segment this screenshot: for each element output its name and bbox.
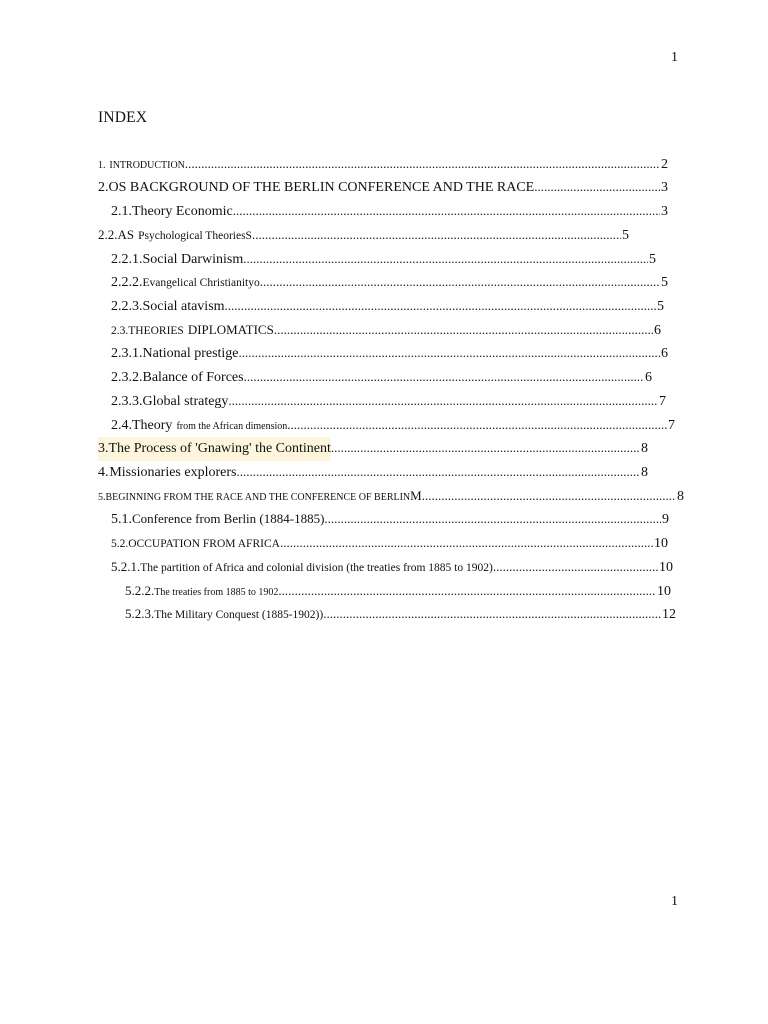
toc-page: 7 xyxy=(668,418,675,433)
toc-number: 5.2.2. xyxy=(125,583,155,598)
toc-leader xyxy=(260,270,660,294)
toc-text: The treaties from 1885 to 1902 xyxy=(154,587,279,598)
toc-page: 5 xyxy=(661,275,668,290)
toc-page: 5 xyxy=(649,252,656,267)
toc-page: 10 xyxy=(654,536,668,551)
toc-entry-5-2-2 xyxy=(125,579,671,603)
toc-number: 2.4. xyxy=(111,418,132,433)
toc-leader xyxy=(280,531,653,555)
toc-page: 2 xyxy=(661,157,668,172)
toc-number: 5.2. xyxy=(111,538,129,550)
toc-entry-2-3-2 xyxy=(111,365,652,389)
toc-page: 3 xyxy=(661,204,668,219)
toc-number: 5.1. xyxy=(111,512,132,527)
toc-entry-3 xyxy=(98,436,648,460)
toc-leader xyxy=(323,602,661,626)
toc-page: 8 xyxy=(677,489,684,504)
toc-text-small: THEORIES xyxy=(128,325,184,337)
toc-page: 8 xyxy=(641,465,648,480)
toc-number: 2.1. xyxy=(111,204,132,219)
toc-page: 8 xyxy=(641,441,648,456)
toc-text-small: Psychological TheoriesS xyxy=(138,230,252,242)
toc-page: 9 xyxy=(662,512,669,527)
toc-page: 6 xyxy=(645,370,652,385)
toc-leader xyxy=(331,436,640,460)
toc-number: 2.3.1. xyxy=(111,346,143,361)
toc-number: 2. xyxy=(98,180,109,195)
page-number-top: 1 xyxy=(671,50,678,65)
toc-leader xyxy=(278,579,656,603)
page-number-bottom: 1 xyxy=(671,894,678,909)
toc-text: Balance of Forces xyxy=(142,370,244,385)
toc-entry-2-3-3 xyxy=(111,389,666,413)
toc-entry-5-2-1 xyxy=(111,555,673,579)
toc-entry-5-2-3 xyxy=(125,602,676,626)
toc-leader xyxy=(243,247,648,271)
toc-text-main: DIPLOMATICS xyxy=(187,322,274,337)
toc-text: National prestige xyxy=(142,346,239,361)
toc-text: Theory Economic xyxy=(132,204,233,219)
toc-text: OCCUPATION FROM AFRICA xyxy=(128,538,280,550)
toc-number: 2.2. xyxy=(98,227,118,242)
toc-entry-1 xyxy=(98,152,668,176)
toc-entry-2-2-3 xyxy=(111,294,664,318)
toc-entry-2-4 xyxy=(111,413,675,437)
toc-leader xyxy=(228,389,658,413)
toc-text: Social atavism xyxy=(142,299,225,314)
toc-entry-2-3-1 xyxy=(111,341,668,365)
toc-leader xyxy=(244,365,644,389)
toc-text: The Military Conquest (1885-1902)) xyxy=(154,609,324,621)
toc-leader xyxy=(324,507,661,531)
index-title: INDEX xyxy=(98,109,148,126)
toc-page: 5 xyxy=(657,299,664,314)
toc-entry-5-1 xyxy=(111,507,669,531)
toc-text-main: Theory xyxy=(132,418,173,433)
toc-entry-4 xyxy=(98,460,648,484)
toc-number: 3. xyxy=(98,437,109,461)
toc-text: INTRODUCTION xyxy=(109,160,185,171)
toc-number: 1. xyxy=(98,160,106,171)
toc-entry-2 xyxy=(98,175,668,199)
toc-text: Missionaries explorers xyxy=(109,465,237,480)
toc-page: 5 xyxy=(622,228,629,243)
toc-text: The partition of Africa and colonial division (the treaties from 1885 to 1902) xyxy=(140,562,493,574)
toc-entry-2-2-2 xyxy=(111,270,668,294)
toc-number: 2.3.3. xyxy=(111,394,143,409)
toc-entry-2-2 xyxy=(98,223,629,247)
toc-leader xyxy=(274,318,653,342)
toc-leader xyxy=(239,341,660,365)
toc-leader xyxy=(422,484,676,508)
toc-text: The Process of 'Gnawing' the Continent xyxy=(109,437,331,461)
toc-entry-2-1 xyxy=(111,199,668,223)
toc-page: 10 xyxy=(657,584,671,599)
toc-text-main: M xyxy=(410,488,422,503)
toc-text-main: AS xyxy=(117,227,135,242)
toc-page: 10 xyxy=(659,560,673,575)
toc-leader xyxy=(225,294,656,318)
toc-number: 2.2.2. xyxy=(111,275,143,290)
toc-page: 6 xyxy=(654,323,661,338)
toc-number: 5.2.1. xyxy=(111,559,141,574)
toc-number: 2.2.1. xyxy=(111,252,143,267)
toc-number: 2.3.2. xyxy=(111,370,143,385)
toc-entry-5 xyxy=(98,484,684,508)
toc-number: 5.2.3. xyxy=(125,606,155,621)
toc-text: Evangelical Christianityo xyxy=(142,277,260,289)
toc-leader xyxy=(233,199,660,223)
toc-number: 2.2.3. xyxy=(111,299,143,314)
toc-number: 4. xyxy=(98,465,109,480)
toc-text: Global strategy xyxy=(142,394,229,409)
toc-entry-2-3 xyxy=(111,318,661,342)
toc-leader xyxy=(236,460,640,484)
toc-leader xyxy=(252,223,621,247)
toc-text: Social Darwinism xyxy=(142,252,244,267)
toc-page: 3 xyxy=(661,180,668,195)
toc-leader xyxy=(493,555,658,579)
toc-text: OS BACKGROUND OF THE BERLIN CONFERENCE AND THE RACE xyxy=(108,180,535,195)
toc-text: Conference from Berlin (1884-1885) xyxy=(132,511,325,526)
toc-leader xyxy=(287,413,667,437)
toc-page: 7 xyxy=(659,394,666,409)
toc-text-small: BEGINNING FROM THE RACE AND THE CONFERENCE OF BERLIN xyxy=(105,492,411,503)
toc-number: 5. xyxy=(98,492,106,503)
toc-page: 6 xyxy=(661,346,668,361)
toc-number: 2.3. xyxy=(111,325,129,337)
toc-leader xyxy=(534,175,660,199)
toc-text-small: from the African dimension xyxy=(176,421,288,432)
toc-entry-2-2-1 xyxy=(111,247,656,271)
toc-page: 12 xyxy=(662,607,676,622)
toc-entry-5-2 xyxy=(111,531,668,555)
